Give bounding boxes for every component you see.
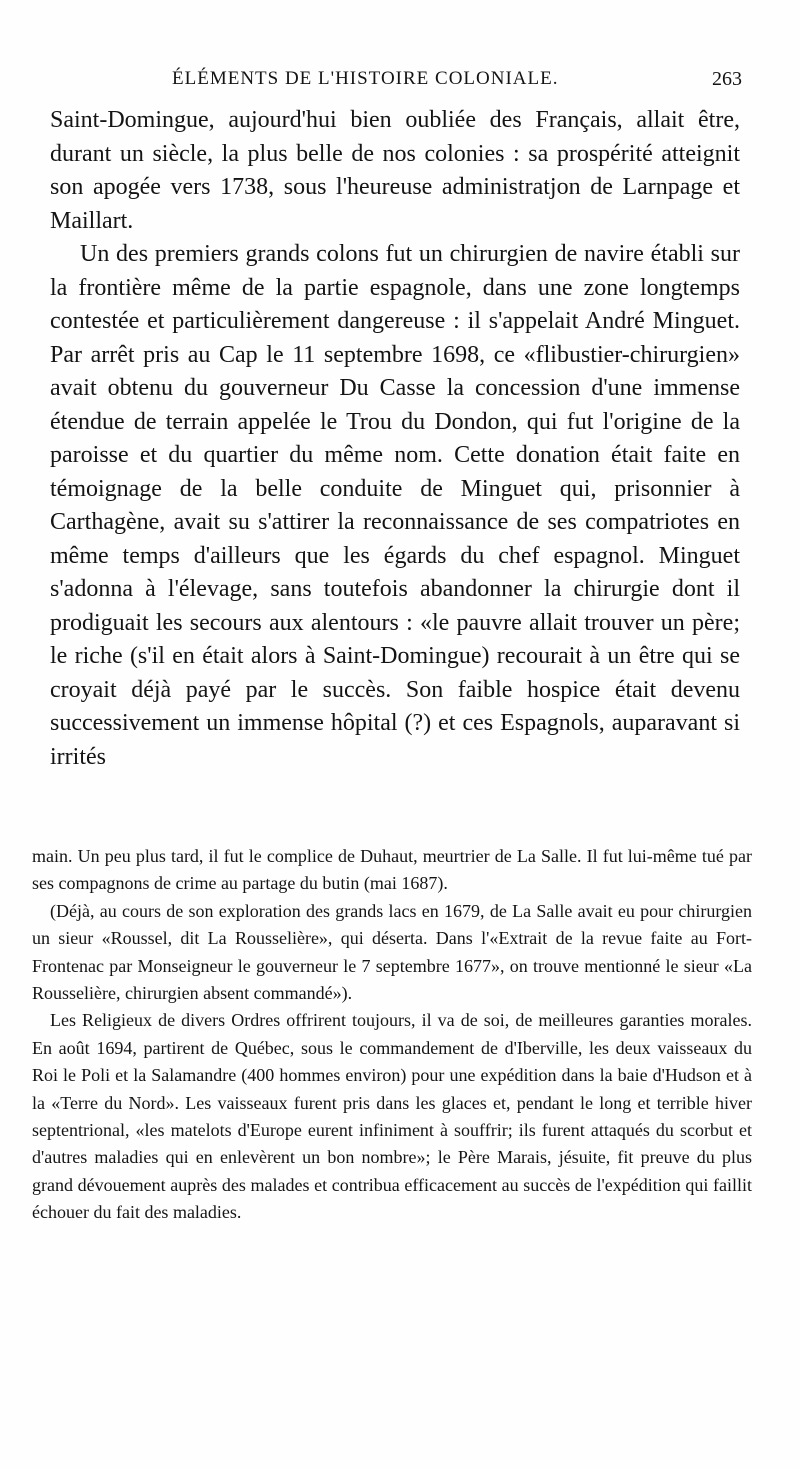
- footnotes: [32, 843, 752, 1227]
- running-title: ÉLÉMENTS DE L'HISTOIRE COLONIALE.: [172, 68, 559, 89]
- footnote-paragraph: main. Un peu plus tard, il fut le complice de Duhaut, meurtrier de La Salle. Il fut lui-même tué par ses compagnons de crime au partage du butin (mai 1687).: [32, 846, 752, 894]
- body-paragraph: Un des premiers grands colons fut un chirurgien de navire établi sur la frontière même de la partie espagnole, dans une zone longtemps contestée et particulièrement dangereuse : il s'appelait André Minguet. Par arrêt pris au Cap le 11 septembre 1698, ce «flibustier-chirurgien» avait obtenu du gouverneur Du Casse la concession d'une immense étendue de terrain appelée le Trou du Dondon, qui fut l'origine de la paroisse et du quartier du même nom. Cette donation était faite en témoignage de la belle conduite de Minguet qui, prisonnier à Carthagène, avait su s'attirer la reconnaissance de ses compatriotes en même temps d'ailleurs que les égards du chef espagnol. Minguet s'adonna à l'élevage, sans toutefois abandonner la chirurgie dont il prodiguait les secours aux alentours : «le pauvre allait trouver un père; le riche (s'il en était alors à Saint-Domingue) recourait à un être qui se croyait déjà payé par le succès. Son faible hospice était devenu successivement un immense hôpital (?) et ces Espagnols, auparavant si irrités: [50, 241, 740, 770]
- main-text: [50, 104, 740, 774]
- body-paragraph: Saint-Domingue, aujourd'hui bien oubliée des Français, allait être, durant un siècle, la plus belle de nos colonies : sa prospérité atteignit son apogée vers 1738, sous l'heureuse administratjon de Larnpage et Maillart.: [50, 107, 740, 234]
- footnote-paragraph: (Déjà, au cours de son exploration des grands lacs en 1679, de La Salle avait eu pour chirurgien un sieur «Roussel, dit La Rousselière», qui déserta. Dans l'«Extrait de la revue faite au Fort-Frontenac par Monseigneur le gouverneur le 7 septembre 1677», on trouve mentionné le sieur «La Rousselière, chirurgien absent commandé»).: [32, 900, 752, 1004]
- page-header: [52, 68, 742, 98]
- page-number: 263: [712, 68, 742, 90]
- footnote-paragraph: Les Religieux de divers Ordres offrirent toujours, il va de soi, de meilleures garanties morales. En août 1694, partirent de Québec, sous le commandement de d'Iberville, les deux vaisseaux du Roi le Poli et la Salamandre (400 hommes environ) pour une expédition dans la baie d'Hudson et à la «Terre du Nord». Les vaisseaux furent pris dans les glaces et, pendant le long et terrible hiver septentrional, «les matelots d'Europe eurent infiniment à souffrir; ils furent attaqués du scorbut et d'autres maladies qui en enlevèrent un bon nombre»; le Père Marais, jésuite, fit preuve du plus grand dévouement auprès des malades et contribua efficacement au succès de l'expédition qui faillit échouer du fait des maladies.: [32, 1010, 752, 1223]
